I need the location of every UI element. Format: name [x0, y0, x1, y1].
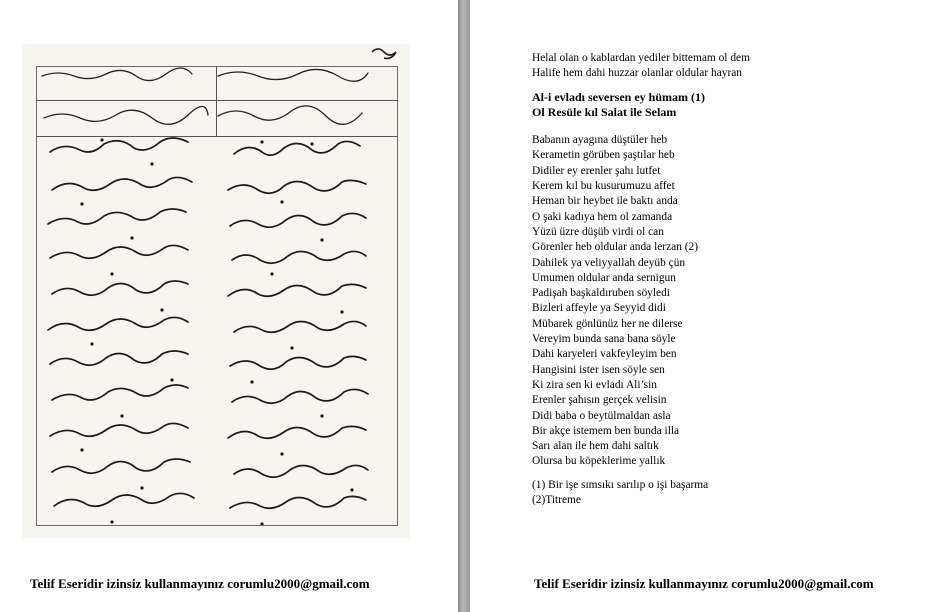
manuscript-scan-image: [22, 44, 410, 538]
footnote: (1) Bir işe sımsıkı sarılıp o işi başarma: [532, 478, 709, 491]
verse-line: Vereyim bunda sana bana söyle: [532, 333, 676, 346]
footnote: (2)Titreme: [532, 494, 581, 507]
poem-heading: Ol Resüle kıl Salat ile Selam: [532, 104, 677, 119]
verse-line: Bir akçe istemem ben bunda illa: [532, 424, 680, 437]
verse-line: Umumen oldular anda sernigun: [532, 271, 676, 284]
copyright-footer: Telif Eseridir izinsiz kullanmayınız corumlu2000@gmail.com: [534, 576, 874, 591]
right-page: [470, 0, 926, 612]
verse-line: Didi baba o beytülmaldan asla: [532, 409, 671, 422]
verse-line: Kerametin görüben şaştılar heb: [532, 149, 675, 162]
manuscript-frame: [36, 66, 398, 526]
verse-line: Bizleri affeyle ya Seyyid didi: [532, 302, 666, 315]
verse-line: Sarı alan ile hem dahi saltık: [532, 440, 659, 453]
verse-line: Erenler şahısın gerçek velisin: [532, 394, 667, 407]
header-rule: [36, 100, 398, 101]
copyright-footer: Telif Eseridir izinsiz kullanmayınız corumlu2000@gmail.com: [30, 576, 370, 591]
transliteration-text: [532, 51, 892, 508]
verse-line: Yüzü üzre düşüb virdi ol can: [532, 225, 664, 238]
verse-line: Heman bir heybet ile baktı anda: [532, 195, 678, 208]
intro-line: Halife hem dahi huzzar olanlar oldular hayran: [532, 67, 742, 80]
poem-heading: Al-i evladı seversen ey hümam (1): [532, 89, 705, 104]
verse-line: O şaki kadıya hem ol zamanda: [532, 210, 673, 223]
verse-line: Babanın ayagına düştüler heb: [532, 134, 668, 147]
left-page: [0, 0, 458, 612]
verse-line: Dahi karyeleri vakfeyleyim ben: [532, 348, 677, 361]
verse-line: Didiler ey erenler şahı lutfet: [532, 164, 661, 177]
verse-line: Kerem kıl bu kusurumuzu affet: [532, 180, 675, 193]
verse-line: Görenler heb oldular anda lerzan (2): [532, 241, 699, 254]
intro-line: Helal olan o kablardan yediler bittemam ol dem: [532, 52, 750, 64]
verse-line: Olursa bu köpeklerime yallık: [532, 455, 666, 468]
verse-line: Padişah başkaldıruben söyledi: [532, 287, 670, 300]
verse-line: Hangisini ister isen söyle sen: [532, 363, 665, 376]
verse-line: Ki zira sen ki evladı Ali’sin: [532, 378, 657, 391]
page-divider: [458, 0, 470, 612]
verse-line: Mübarek gönlünüz her ne dilerse: [532, 317, 683, 330]
header-column-divider: [216, 66, 217, 136]
verse-line: Dahilek ya veliyyallah deyüb çün: [532, 256, 686, 269]
header-rule: [36, 136, 398, 137]
